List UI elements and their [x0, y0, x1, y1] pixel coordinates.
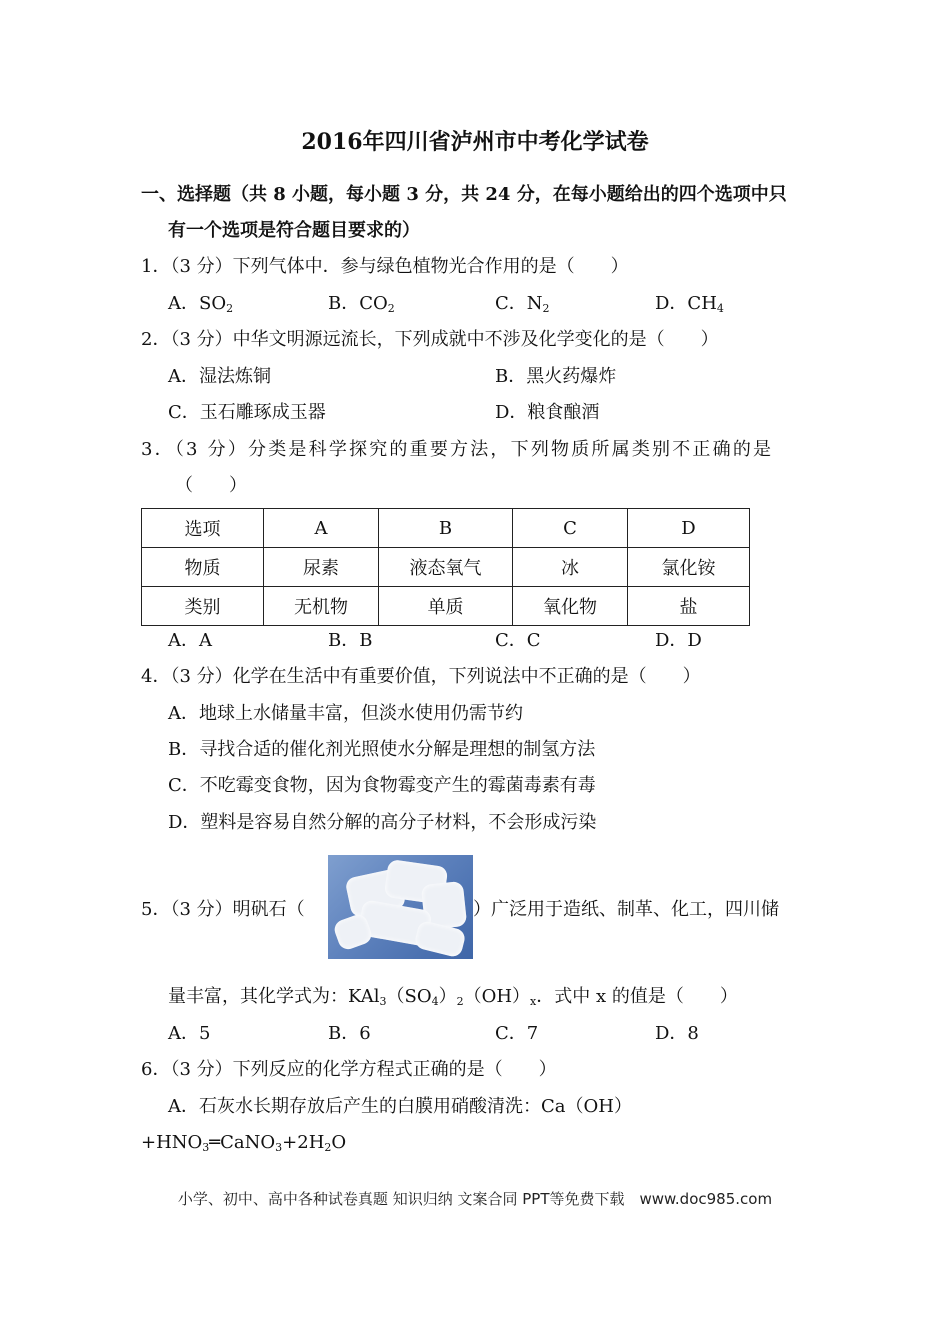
q6-stem: 6．（3 分）下列反应的化学方程式正确的是（ ）: [141, 1059, 557, 1080]
q3-stem-brackets: （ ）: [175, 475, 247, 496]
section-heading-line1: 一、选择题（共 8 小题，每小题 3 分，共 24 分，在每小题给出的四个选项中只: [141, 184, 787, 205]
q6-option-a-line1: A．石灰水长期存放后产生的白膜用硝酸清洗：Ca（OH）: [168, 1096, 632, 1117]
q4-option-c: C．不吃霉变食物，因为食物霉变产生的霉菌毒素有毒: [168, 775, 596, 796]
section-heading-line2: 有一个选项是符合题目要求的）: [168, 220, 420, 241]
q5-option-b: B．6: [328, 1023, 371, 1044]
q3-option-a: A．A: [168, 630, 212, 651]
table-cell: A: [264, 509, 379, 548]
table-cell: 冰: [513, 548, 628, 587]
q3-option-d: D．D: [655, 630, 702, 651]
table-cell: 无机物: [264, 587, 379, 626]
q2-option-d: D．粮食酿酒: [495, 402, 600, 423]
table-cell: C: [513, 509, 628, 548]
q5-option-c: C．7: [495, 1023, 539, 1044]
q4-option-d: D．塑料是容易自然分解的高分子材料，不会形成污染: [168, 812, 597, 833]
table-cell: 盐: [628, 587, 750, 626]
q1-option-d: D．$CH_4$: [655, 293, 724, 315]
q5-formula-line: 量丰富，其化学式为：$KAl_3(SO_4)_2(OH)_x$．式中 x 的值是（ ）: [168, 986, 738, 1008]
q5-option-d: D．8: [655, 1023, 699, 1044]
q3-table: [141, 508, 750, 626]
q1-option-c: C．$N_2$: [495, 293, 550, 315]
table-cell: 尿素: [264, 548, 379, 587]
q2-option-c: C．玉石雕琢成玉器: [168, 402, 326, 423]
q5-option-a: A．5: [168, 1023, 211, 1044]
q2-option-a: A．湿法炼铜: [168, 366, 271, 387]
q5-stem-b: ）广泛用于造纸、制革、化工，四川储: [473, 899, 779, 920]
page-title: 2016年四川省泸州市中考化学试卷: [301, 129, 649, 155]
table-cell: 氯化铵: [628, 548, 750, 587]
q4-option-b: B．寻找合适的催化剂光照使水分解是理想的制氢方法: [168, 739, 596, 760]
table-cell: 氧化物: [513, 587, 628, 626]
q3-option-b: B．B: [328, 630, 373, 651]
q2-option-b: B．黑火药爆炸: [495, 366, 617, 387]
q5-stem-a: 5．（3 分）明矾石（: [141, 899, 305, 920]
q3-stem: 3．（3 分）分类是科学探究的重要方法，下列物质所属类别不正确的是: [141, 439, 774, 460]
table-cell: 单质: [379, 587, 513, 626]
table-cell: 选项: [142, 509, 264, 548]
q4-option-a: A．地球上水储量丰富，但淡水使用仍需节约: [168, 703, 523, 724]
table-row: [142, 509, 750, 548]
alum-stone-image: [328, 855, 473, 959]
q4-stem: 4．（3 分）化学在生活中有重要价值，下列说法中不正确的是（ ）: [141, 666, 701, 687]
table-cell: 类别: [142, 587, 264, 626]
q2-stem: 2．（3 分）中华文明源远流长，下列成就中不涉及化学变化的是（ ）: [141, 329, 719, 350]
footer-note: 小学、初中、高中各种试卷真题 知识归纳 文案合同 PPT等免费下载 www.doc985.com: [177, 1190, 773, 1208]
table-cell: 物质: [142, 548, 264, 587]
q1-stem: 1．（3 分）下列气体中．参与绿色植物光合作用的是（ ）: [141, 256, 629, 277]
q1-option-a: A．$SO_2$: [168, 293, 234, 315]
q6-option-a-line2: $+HNO_3═CaNO_3+2H_2O$: [141, 1132, 347, 1154]
table-row: [142, 587, 750, 626]
table-cell: 液态氧气: [379, 548, 513, 587]
table-cell: B: [379, 509, 513, 548]
q1-option-b: B．$CO_2$: [328, 293, 395, 315]
table-cell: D: [628, 509, 750, 548]
table-row: [142, 548, 750, 587]
q3-option-c: C．C: [495, 630, 541, 651]
